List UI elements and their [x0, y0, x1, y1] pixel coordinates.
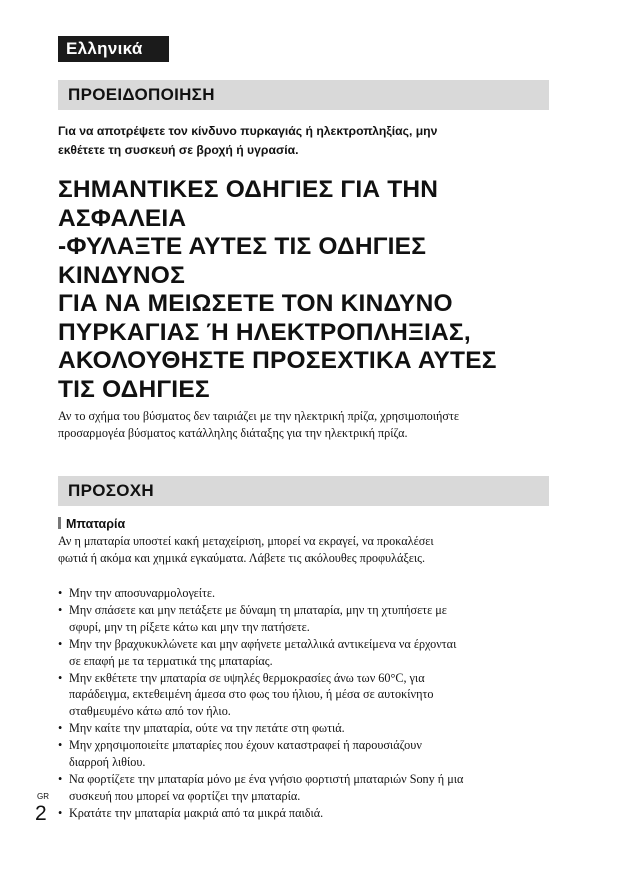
battery-subheading-text: Μπαταρία: [66, 517, 126, 531]
body-line: προσαρμογέα βύσματος κατάλληλης διάταξης για την ηλεκτρική πρίζα.: [58, 426, 408, 440]
list-item-line: σε επαφή με τα τερματικά της μπαταρίας.: [69, 653, 273, 668]
list-item-line: Μην καίτε την μπαταρία, ούτε να την πετάτε στη φωτιά.: [69, 721, 345, 736]
caution-heading: ΠΡΟΣΟΧΗ: [58, 476, 549, 506]
list-item: [58, 670, 553, 721]
list-item-line: παράδειγμα, εκτεθειμένη άμεσα στο φως του ήλιου, ή μέσα σε αυτοκίνητο: [69, 687, 434, 702]
title-line: ΣΗΜΑΝΤΙΚΕΣ ΟΔΗΓΙΕΣ ΓΙΑ ΤΗΝ: [58, 176, 439, 203]
body-line: Αν η μπαταρία υποστεί κακή μεταχείριση, μπορεί να εκραγεί, να προκαλέσει: [58, 534, 434, 548]
warning-heading: ΠΡΟΕΙΔΟΠΟΙΗΣΗ: [58, 80, 549, 110]
warning-line: εκθέτετε τη συσκευή σε βροχή ή υγρασία.: [58, 143, 299, 157]
title-line: ΤΙΣ ΟΔΗΓΙΕΣ: [58, 375, 210, 403]
list-item-line: Μην σπάσετε και μην πετάξετε με δύναμη τη μπαταρία, μην τη χτυπήσετε με: [69, 602, 447, 617]
title-line: ΑΚΟΛΟΥΘΗΣΤΕ ΠΡΟΣΕΧΤΙΚΑ ΑΥΤΕΣ: [58, 347, 497, 374]
list-item: [58, 720, 553, 737]
list-item-line: Μην την βραχυκυκλώνετε και μην αφήνετε μεταλλικά αντικείμενα να έρχονται: [69, 636, 457, 651]
list-item: [58, 771, 553, 805]
language-badge: Ελληνικά: [58, 36, 169, 62]
title-line: ΚΙΝΔΥΝΟΣ: [58, 261, 185, 289]
subheading-marker: [58, 517, 61, 529]
list-item-line: Μην εκθέτετε την μπαταρία σε υψηλές θερμοκρασίες άνω των 60°C, για: [69, 670, 425, 685]
list-item-line: σφυρί, μην τη ρίξετε κάτω και μην την πατήσετε.: [69, 619, 310, 634]
body-line: Αν το σχήμα του βύσματος δεν ταιριάζει με την ηλεκτρική πρίζα, χρησιμοποιήστε: [58, 409, 460, 423]
list-item: [58, 636, 553, 670]
list-item: [58, 737, 553, 771]
battery-precautions-list: [58, 585, 553, 822]
page-language-code: GR: [37, 792, 49, 801]
list-item-line: Μην χρησιμοποιείτε μπαταρίες που έχουν καταστραφεί ή παρουσιάζουν: [69, 738, 422, 753]
list-item-line: Κρατάτε την μπαταρία μακριά από τα μικρά παιδιά.: [69, 805, 324, 820]
bullet-dot: •: [58, 670, 63, 685]
list-item-line: Μην την αποσυναρμολογείτε.: [69, 586, 216, 600]
list-item-line: σταθμευμένο κάτω από τον ήλιο.: [69, 704, 231, 719]
title-line: ΠΥΡΚΑΓΙΑΣ Ή ΗΛΕΚΤΡΟΠΛΗΞΙΑΣ,: [58, 318, 471, 346]
bullet-dot: •: [58, 771, 63, 786]
plug-notice: [58, 408, 553, 442]
battery-subheading: [58, 516, 125, 533]
list-item-line: Να φορτίζετε την μπαταρία μόνο με ένα γνήσιο φορτιστή μπαταριών Sony ή μια: [69, 771, 464, 786]
bullet-dot: •: [58, 636, 63, 651]
bullet-dot: •: [58, 805, 63, 820]
bullet-dot: •: [58, 721, 63, 736]
important-title: [58, 176, 558, 404]
title-line: -ΦΥΛΑΞΤΕ ΑΥΤΕΣ ΤΙΣ ΟΔΗΓΙΕΣ: [58, 233, 427, 260]
body-line: φωτιά ή ακόμα και χημικά εγκαύματα. Λάβετε τις ακόλουθες προφυλάξεις.: [58, 551, 426, 565]
list-item-line: διαρροή λιθίου.: [69, 755, 146, 770]
list-item-line: συσκευή που μπορεί να φορτίζει την μπαταρία.: [69, 788, 301, 803]
bullet-dot: •: [58, 602, 63, 617]
warning-line: Για να αποτρέψετε τον κίνδυνο πυρκαγιάς ή ηλεκτροπληξίας, μην: [58, 124, 438, 138]
page-number: 2: [35, 802, 47, 825]
list-item: [58, 585, 553, 602]
title-line: ΑΣΦΑΛΕΙΑ: [58, 204, 187, 232]
bullet-dot: •: [58, 738, 63, 753]
title-line: ΓΙΑ ΝΑ ΜΕΙΩΣΕΤΕ ΤΟΝ ΚΙΝΔΥΝΟ: [58, 290, 453, 317]
list-item: [58, 805, 553, 822]
bullet-dot: •: [58, 586, 63, 600]
list-item: [58, 602, 553, 636]
battery-intro: [58, 533, 553, 567]
warning-text: [58, 122, 553, 160]
